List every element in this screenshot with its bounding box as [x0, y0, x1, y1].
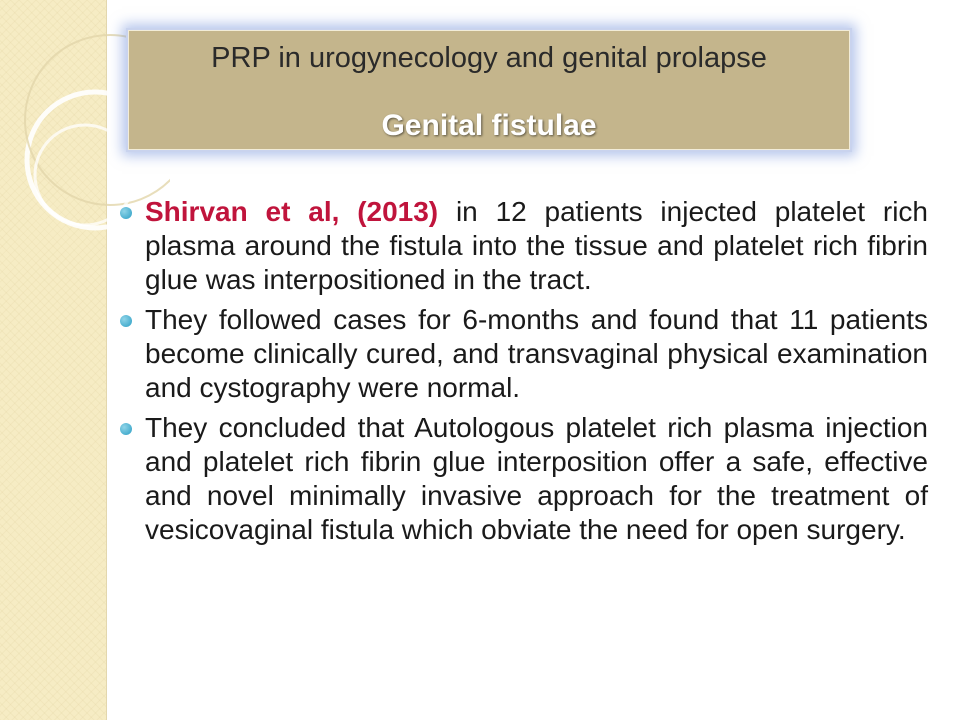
bullet-text: They concluded that Autologous platelet rich plasma injection and platelet rich fibrin glue interposition offer a safe, effective and novel minimally invasive approach for the treatment of vesicovaginal fistula which obviate the need for open surgery. — [145, 412, 928, 545]
slide-subtitle: Genital fistulae — [381, 109, 597, 142]
slide-title: PRP in urogynecology and genital prolapse — [211, 42, 767, 74]
bullet-item — [118, 195, 928, 297]
bullet-text: They followed cases for 6-months and found that 11 patients become clinically cured, and transvaginal physical examination and cystography were normal. — [145, 304, 928, 403]
bullet-list — [118, 195, 928, 553]
bullet-item — [118, 411, 928, 547]
bullet-dot-icon — [120, 207, 132, 219]
title-box — [128, 30, 850, 150]
citation-highlight: Shirvan et al, (2013) — [145, 196, 439, 227]
bullet-dot-icon — [120, 315, 132, 327]
bullet-text: in 12 patients injected platelet rich plasma around the fistula into the tissue and platelet rich fibrin glue was interpositioned in the tract. — [145, 196, 928, 295]
bullet-item — [118, 303, 928, 405]
bullet-dot-icon — [120, 423, 132, 435]
